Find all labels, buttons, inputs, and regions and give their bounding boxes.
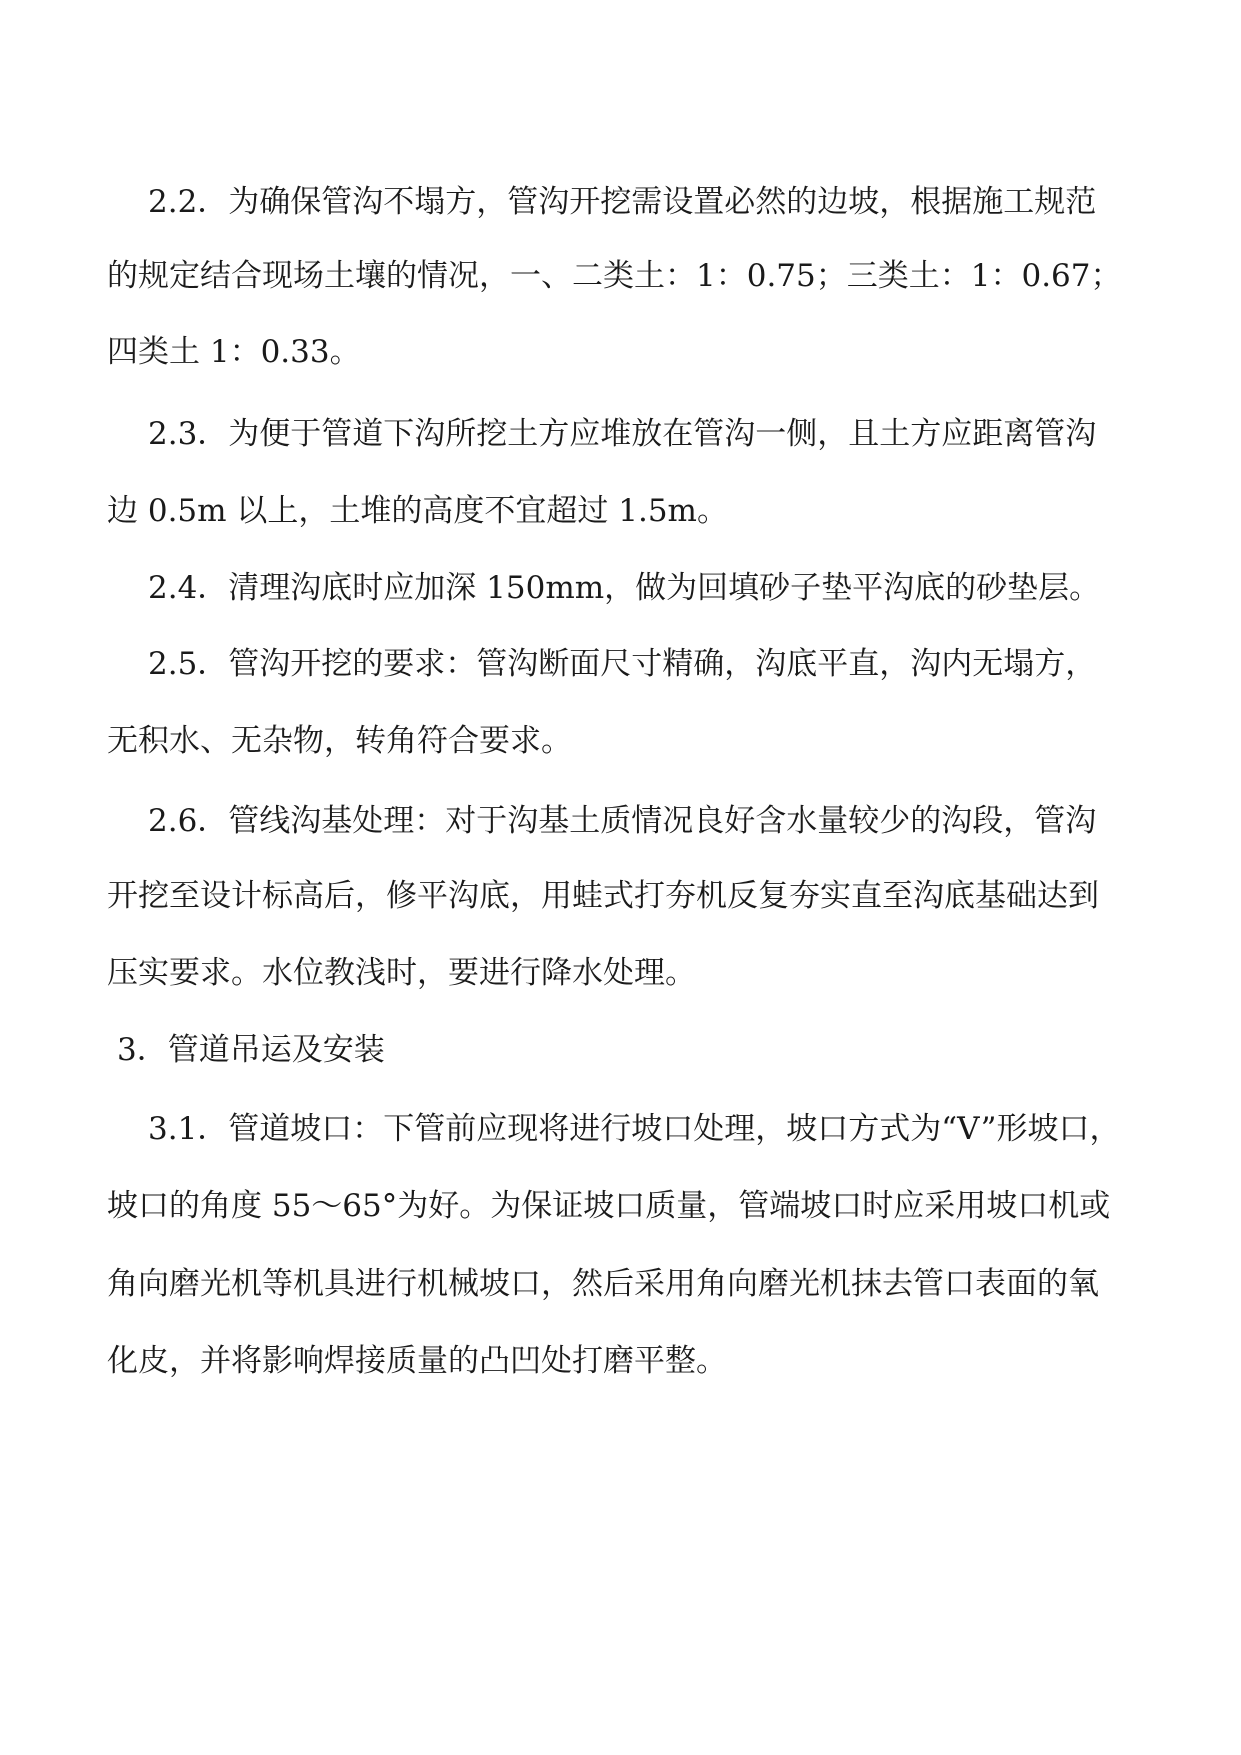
paragraph-2-2-line-1: 2.2．为确保管沟不塌方，管沟开挖需设置必然的边坡，根据施工规范 (148, 184, 1097, 220)
paragraph-3-1-line-1: 3.1．管道坡口：下管前应现将进行坡口处理，坡口方式为“V”形坡口， (148, 1111, 1121, 1147)
paragraph-2-2-line-2: 的规定结合现场土壤的情况，一、二类土：1：0.75；三类土：1：0.67； (107, 258, 1122, 294)
paragraph-2-6-line-3: 压实要求。水位教浅时，要进行降水处理。 (107, 955, 696, 991)
paragraph-2-3-line-2: 边 0.5m 以上，土堆的高度不宜超过 1.5m。 (107, 493, 728, 529)
paragraph-2-5-line-1: 2.5．管沟开挖的要求：管沟断面尺寸精确，沟底平直，沟内无塌方， (148, 646, 1097, 682)
paragraph-3-1-line-3: 角向磨光机等机具进行机械坡口，然后采用角向磨光机抹去管口表面的氧 (107, 1266, 1099, 1302)
paragraph-2-3-line-1: 2.3．为便于管道下沟所挖土方应堆放在管沟一侧，且土方应距离管沟 (148, 416, 1097, 452)
paragraph-3-1-line-4: 化皮，并将影响焊接质量的凸凹处打磨平整。 (107, 1343, 727, 1379)
section-3-heading: 3．管道吊运及安装 (117, 1032, 385, 1068)
paragraph-2-2-line-3: 四类土 1：0.33。 (107, 334, 361, 370)
paragraph-3-1-line-2: 坡口的角度 55～65°为好。为保证坡口质量，管端坡口时应采用坡口机或 (107, 1188, 1111, 1224)
paragraph-2-6-line-1: 2.6．管线沟基处理：对于沟基土质情况良好含水量较少的沟段，管沟 (148, 803, 1097, 839)
paragraph-2-4: 2.4．清理沟底时应加深 150mm，做为回填砂子垫平沟底的砂垫层。 (148, 570, 1101, 606)
paragraph-2-6-line-2: 开挖至设计标高后，修平沟底，用蛙式打夯机反复夯实直至沟底基础达到 (107, 878, 1099, 914)
paragraph-2-5-line-2: 无积水、无杂物，转角符合要求。 (107, 723, 572, 759)
